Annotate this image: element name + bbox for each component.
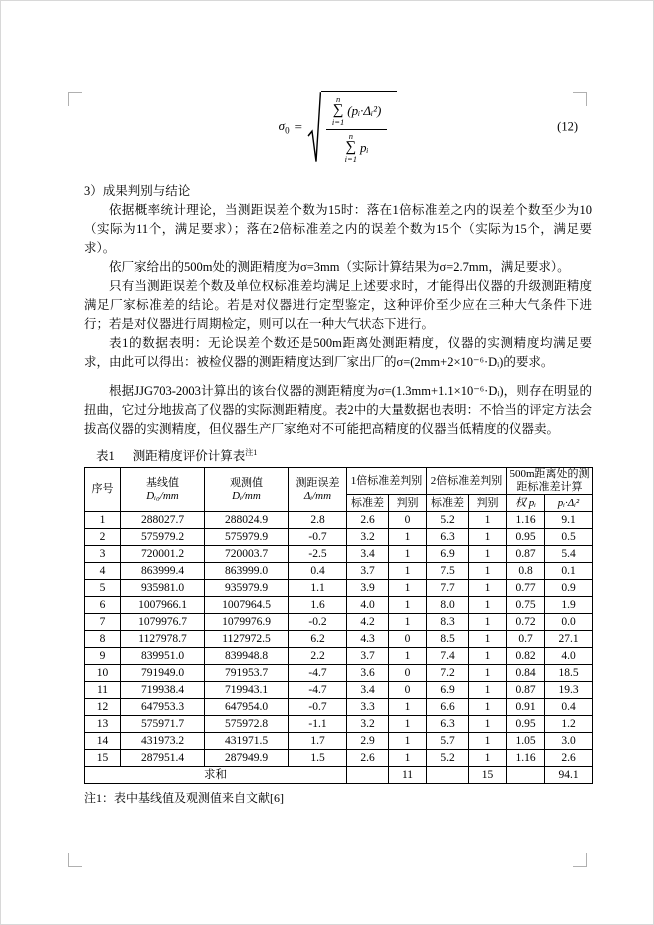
table-row [85,716,593,733]
cell-stddev-1: 3.4 [347,682,389,699]
cell-judge-1: 1 [389,750,427,767]
summation-lower-limit: i=1 [344,154,358,164]
cell-stddev-1: 2.9 [347,733,389,750]
column-header-stddev-2: 标准差 [427,495,469,512]
cell-index: 15 [85,750,121,767]
crop-mark-top-left [68,92,82,106]
cell-baseline: 720001.2 [121,546,205,563]
cell-judge-2: 1 [469,699,507,716]
cell-index: 13 [85,716,121,733]
cell-stddev-2: 7.4 [427,648,469,665]
cell-judge-2: 1 [469,614,507,631]
cell-stddev-2: 7.5 [427,563,469,580]
table-row [85,733,593,750]
cell-error: -0.7 [289,529,347,546]
summation-symbol: n ∑ i=1 [331,93,345,127]
sigma-subscript: 0 [285,125,290,136]
cell-stddev-2: 5.2 [427,750,469,767]
cell-observed: 288024.9 [205,512,289,529]
table-footnote: 注1：表中基线值及观测值来自文献[6] [84,791,284,805]
cell-stddev-2: 8.3 [427,614,469,631]
paragraph-4: 表1的数据表明：无论误差个数还是500m距离处测距精度，仪器的实测精度均满足要求，由此可以得出：被检仪器的测距精度达到厂家出厂的σ=(2mm+2×10⁻⁶·Dᵢ)的要求。 [84,336,592,369]
cell-stddev-1: 3.4 [347,546,389,563]
cell-baseline: 863999.4 [121,563,205,580]
cell-index: 1 [85,512,121,529]
sum-label-cell: 求和 [85,767,347,784]
cell-stddev-2: 5.7 [427,733,469,750]
sum-empty-cell [507,767,545,784]
cell-weight: 0.87 [507,546,545,563]
cell-weighted-sq: 5.4 [545,546,593,563]
page-content [84,86,592,806]
cell-weighted-sq: 18.5 [545,665,593,682]
cell-baseline: 288027.7 [121,512,205,529]
fraction [326,95,387,164]
cell-observed: 575972.8 [205,716,289,733]
cell-baseline: 719938.4 [121,682,205,699]
table-row [85,546,593,563]
cell-weight: 0.91 [507,699,545,716]
cell-weighted-sq: 0.5 [545,529,593,546]
cell-judge-2: 1 [469,750,507,767]
cell-stddev-1: 2.6 [347,512,389,529]
fraction-numerator [326,95,387,130]
cell-judge-1: 0 [389,682,427,699]
table-title-label: 表1 [96,449,115,463]
cell-baseline: 1007966.1 [121,597,205,614]
cell-error: 1.1 [289,580,347,597]
cell-weighted-sq: 2.6 [545,750,593,767]
fraction-denominator [326,130,387,164]
cell-baseline: 431973.2 [121,733,205,750]
equals-sign: = [294,119,302,134]
cell-baseline: 575979.2 [121,529,205,546]
cell-error: 1.6 [289,597,347,614]
cell-stddev-1: 4.2 [347,614,389,631]
cell-judge-2: 1 [469,716,507,733]
cell-judge-1: 1 [389,699,427,716]
cell-judge-1: 1 [389,597,427,614]
radicand [321,91,397,164]
summation-upper-limit: n [335,93,341,104]
cell-judge-2: 1 [469,529,507,546]
paragraph-2: 依厂家给出的500m处的测距精度为σ=3mm（实际计算结果为σ=2.7mm，满足要求）。 [109,260,570,274]
cell-weighted-sq: 0.1 [545,563,593,580]
cell-observed: 1127972.5 [205,631,289,648]
cell-observed: 839948.8 [205,648,289,665]
cell-stddev-2: 5.2 [427,512,469,529]
cell-weighted-sq: 4.0 [545,648,593,665]
cell-index: 10 [85,665,121,682]
cell-observed: 1007964.5 [205,597,289,614]
paragraph-5: 根据JJG703-2003计算出的该台仪器的测距精度为σ=(1.3mm+1.1×10⁻⁶·Dᵢ)，则存在明显的扭曲，它过分地拔高了仪器的实际测距精度。表2中的大量数据也表明：不恰当的评定方法会拔高仪器的实测精度，但仪器生产厂家绝对不可能把高精度的仪器当低精度的仪器卖。 [84,384,592,436]
cell-observed: 647954.0 [205,699,289,716]
cell-stddev-1: 3.7 [347,648,389,665]
cell-weight: 0.72 [507,614,545,631]
column-group-1sigma: 1倍标准差判别 [347,468,427,495]
summation-lower-limit: i=1 [331,117,345,127]
numerator-expression: (pᵢ·Δᵢ²) [347,102,382,118]
cell-judge-1: 1 [389,580,427,597]
cell-baseline: 1079976.7 [121,614,205,631]
cell-error: 2.2 [289,648,347,665]
cell-observed: 575979.9 [205,529,289,546]
section-heading: 3）成果判别与结论 [84,184,191,198]
cell-baseline: 575971.7 [121,716,205,733]
sum-row [85,767,593,784]
cell-weight: 1.16 [507,750,545,767]
table-row [85,580,593,597]
cell-judge-2: 1 [469,597,507,614]
column-header-observed: 观测值 Dᵢ/mm [205,468,289,512]
cell-error: 1.7 [289,733,347,750]
table-row [85,682,593,699]
cell-judge-1: 0 [389,631,427,648]
cell-judge-1: 1 [389,546,427,563]
cell-index: 2 [85,529,121,546]
cell-baseline: 935981.0 [121,580,205,597]
cell-stddev-1: 3.2 [347,529,389,546]
sigma-symbol: σ [278,118,286,134]
cell-judge-2: 1 [469,580,507,597]
cell-stddev-1: 3.2 [347,716,389,733]
cell-judge-2: 1 [469,733,507,750]
sum-count-1sigma: 11 [389,767,427,784]
cell-index: 8 [85,631,121,648]
cell-weighted-sq: 9.1 [545,512,593,529]
cell-weighted-sq: 1.9 [545,597,593,614]
table-body [85,512,593,767]
cell-judge-1: 0 [389,665,427,682]
table-row [85,699,593,716]
cell-observed: 935979.9 [205,580,289,597]
cell-judge-2: 1 [469,682,507,699]
cell-weighted-sq: 0.0 [545,614,593,631]
cell-stddev-2: 6.9 [427,546,469,563]
equation-number: (12) [557,119,578,134]
table-row [85,614,593,631]
baseline-symbol: Dᵢ₀/mm [146,489,179,502]
cell-baseline: 647953.3 [121,699,205,716]
cell-observed: 431971.5 [205,733,289,750]
cell-judge-1: 1 [389,614,427,631]
denominator-expression: pᵢ [360,139,369,155]
table-row [85,665,593,682]
cell-weighted-sq: 0.9 [545,580,593,597]
cell-weighted-sq: 27.1 [545,631,593,648]
cell-error: -4.7 [289,682,347,699]
radical-sign-icon [307,91,321,164]
sum-empty-cell [347,767,389,784]
summation-symbol: n ∑ i=1 [344,130,358,164]
cell-weight: 0.87 [507,682,545,699]
column-group-2sigma: 2倍标准差判别 [427,468,507,495]
cell-error: -4.7 [289,665,347,682]
column-header-judge-2: 判别 [469,495,507,512]
table-title [84,446,592,464]
cell-error: 0.4 [289,563,347,580]
column-header-index: 序号 [85,468,121,512]
cell-index: 14 [85,733,121,750]
cell-judge-1: 1 [389,716,427,733]
cell-index: 9 [85,648,121,665]
square-root [307,91,397,164]
table-row [85,631,593,648]
cell-judge-1: 1 [389,529,427,546]
equation [279,91,398,164]
cell-observed: 863999.0 [205,563,289,580]
table-row [85,512,593,529]
cell-judge-2: 1 [469,631,507,648]
cell-error: -0.7 [289,699,347,716]
column-header-stddev-1: 标准差 [347,495,389,512]
paragraph-3: 只有当测距误差个数及单位权标准差均满足上述要求时，才能得出仪器的升级测距精度满足厂家标准差的结论。若是对仪器进行定型鉴定，这种评价至少应在三种大气条件下进行；若是对仪器进行周期检定，则可以在一种大气状态下进行。 [84,279,592,331]
cell-weight: 1.05 [507,733,545,750]
table-header-row-1 [85,468,593,495]
cell-weighted-sq: 0.4 [545,699,593,716]
column-header-weighted-sq: pᵢ·Δᵢ² [545,495,593,512]
cell-weight: 0.84 [507,665,545,682]
cell-index: 6 [85,597,121,614]
column-header-baseline: 基线值 Dᵢ₀/mm [121,468,205,512]
cell-stddev-1: 4.0 [347,597,389,614]
cell-stddev-1: 2.6 [347,750,389,767]
column-header-judge-1: 判别 [389,495,427,512]
cell-stddev-1: 3.7 [347,563,389,580]
cell-weight: 0.7 [507,631,545,648]
cell-weight: 0.95 [507,716,545,733]
table-row [85,529,593,546]
cell-weight: 0.95 [507,529,545,546]
cell-error: -0.2 [289,614,347,631]
summation-upper-limit: n [348,130,353,141]
cell-error: 2.8 [289,512,347,529]
cell-judge-1: 1 [389,733,427,750]
cell-index: 11 [85,682,121,699]
cell-judge-2: 1 [469,546,507,563]
cell-judge-1: 1 [389,648,427,665]
cell-observed: 791953.7 [205,665,289,682]
cell-stddev-2: 6.3 [427,716,469,733]
cell-observed: 1079976.9 [205,614,289,631]
cell-stddev-2: 7.7 [427,580,469,597]
cell-judge-2: 1 [469,665,507,682]
crop-mark-bottom-right [573,853,587,867]
table-row [85,563,593,580]
crop-mark-bottom-left [68,853,82,867]
column-header-error: 测距误差 Δᵢ/mm [289,468,347,512]
cell-stddev-1: 3.9 [347,580,389,597]
cell-observed: 719943.1 [205,682,289,699]
cell-error: 6.2 [289,631,347,648]
column-header-weight: 权 pᵢ [507,495,545,512]
cell-stddev-1: 3.3 [347,699,389,716]
cell-judge-2: 1 [469,512,507,529]
table-title-text: 测距精度评价计算表 [132,449,246,463]
observed-symbol: Dᵢ/mm [232,489,261,502]
table-title-note-superscript: 注1 [245,447,258,457]
error-symbol: Δᵢ/mm [303,489,332,502]
cell-stddev-2: 7.2 [427,665,469,682]
cell-baseline: 791949.0 [121,665,205,682]
equation-block [84,86,592,168]
cell-stddev-1: 4.3 [347,631,389,648]
cell-error: 1.5 [289,750,347,767]
cell-index: 12 [85,699,121,716]
cell-weighted-sq: 3.0 [545,733,593,750]
sum-weighted-total: 94.1 [545,767,593,784]
cell-judge-2: 1 [469,648,507,665]
cell-weighted-sq: 1.2 [545,716,593,733]
cell-index: 4 [85,563,121,580]
table-row [85,597,593,614]
cell-observed: 720003.7 [205,546,289,563]
cell-judge-2: 1 [469,563,507,580]
table-row [85,750,593,767]
table-header [85,468,593,512]
sum-empty-cell [427,767,469,784]
cell-stddev-2: 8.0 [427,597,469,614]
table-sum-section [85,767,593,784]
cell-judge-1: 1 [389,563,427,580]
cell-index: 5 [85,580,121,597]
cell-error: -2.5 [289,546,347,563]
cell-weight: 1.16 [507,512,545,529]
cell-baseline: 1127978.7 [121,631,205,648]
cell-weight: 0.77 [507,580,545,597]
cell-weighted-sq: 19.3 [545,682,593,699]
results-table [84,467,593,784]
cell-stddev-2: 8.5 [427,631,469,648]
cell-stddev-2: 6.9 [427,682,469,699]
cell-index: 3 [85,546,121,563]
cell-observed: 287949.9 [205,750,289,767]
column-group-500m: 500m距离处的测距标准差计算 [507,468,593,495]
cell-stddev-1: 3.6 [347,665,389,682]
cell-index: 7 [85,614,121,631]
table-row [85,648,593,665]
cell-judge-1: 0 [389,512,427,529]
cell-weight: 0.75 [507,597,545,614]
cell-baseline: 839951.0 [121,648,205,665]
cell-stddev-2: 6.3 [427,529,469,546]
cell-weight: 0.8 [507,563,545,580]
sum-count-2sigma: 15 [469,767,507,784]
paragraph-1: 依据概率统计理论，当测距误差个数为15时：落在1倍标准差之内的误差个数至少为10（实际为11个，满足要求）；落在2倍标准差之内的误差个数为15个（实际为15个，满足要求）。 [84,203,592,255]
cell-baseline: 287951.4 [121,750,205,767]
cell-error: -1.1 [289,716,347,733]
cell-stddev-2: 6.6 [427,699,469,716]
cell-weight: 0.82 [507,648,545,665]
